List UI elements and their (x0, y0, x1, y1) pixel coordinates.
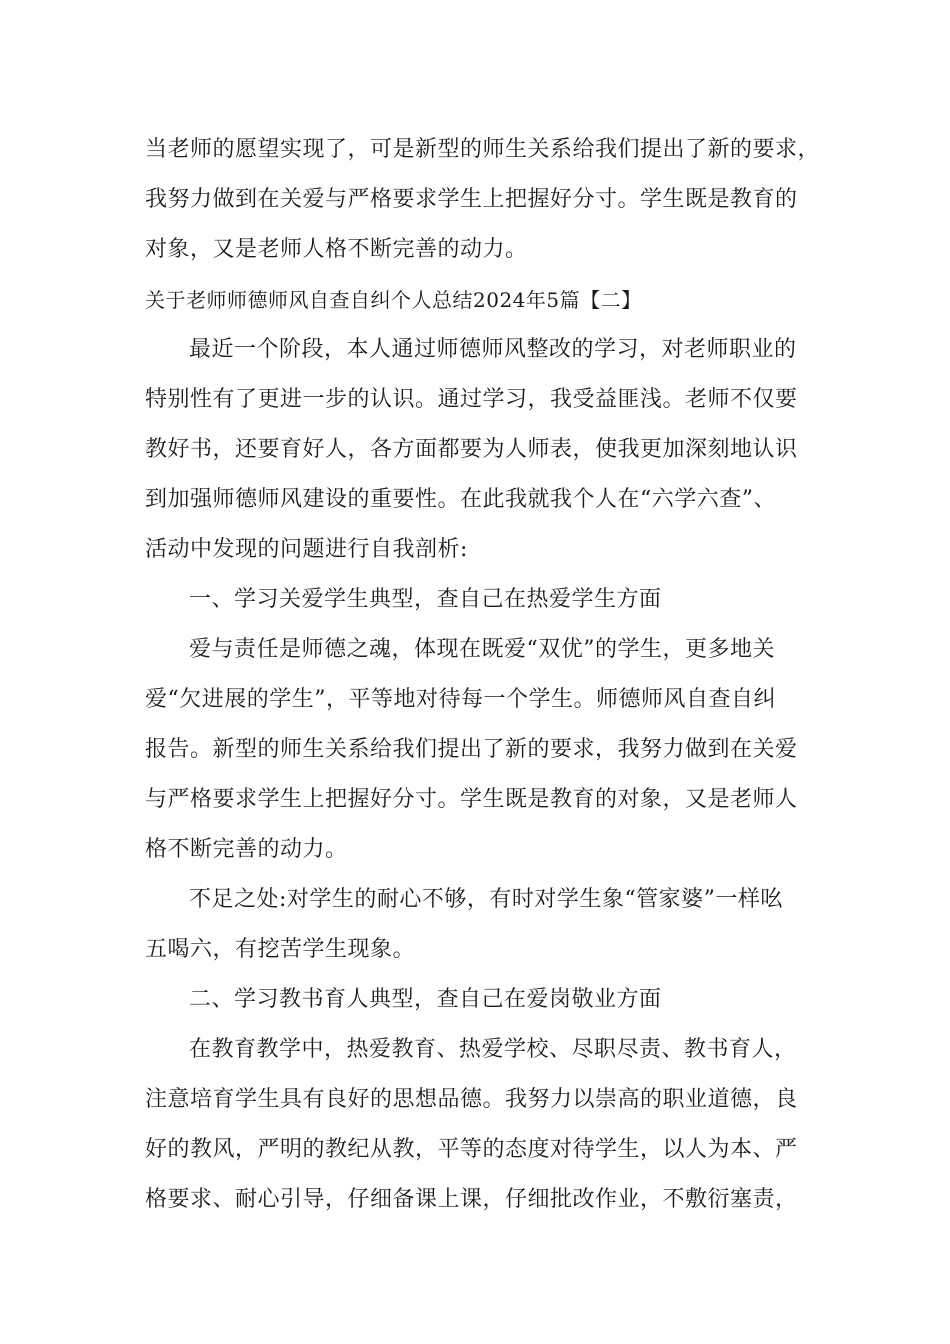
paragraph-line: 活动中发现的问题进行自我剖析: (145, 537, 468, 562)
paragraph-line: 五喝六，有挖苦学生现象。 (145, 937, 416, 962)
paragraph-line: 格不断完善的动力。 (145, 837, 348, 862)
paragraph-line: 到加强师德师风建设的重要性。在此我就我个人在“六学六查”、 (145, 487, 776, 512)
paragraph-line: 教好书，还要育好人，各方面都要为人师表，使我更加深刻地认识 (145, 437, 798, 462)
paragraph-line: 不足之处:对学生的耐心不够，有时对学生象“管家婆”一样吆 (189, 887, 783, 912)
paragraph-line: 与严格要求学生上把握好分寸。学生既是教育的对象，又是老师人 (145, 787, 798, 812)
section-title: 关于老师师德师风自查自纠个人总结2024年5篇【二】 (145, 288, 642, 312)
paragraph-line: 当老师的愿望实现了，可是新型的师生关系给我们提出了新的要求， (145, 137, 821, 162)
subsection-heading: 二、学习教书育人典型，查自己在爱岗敬业方面 (189, 987, 662, 1012)
paragraph-line: 特别性有了更进一步的认识。通过学习，我受益匪浅。老师不仅要 (145, 387, 798, 412)
paragraph-line: 对象，又是老师人格不断完善的动力。 (145, 237, 528, 262)
paragraph-line: 爱“欠进展的学生”，平等地对待每一个学生。师德师风自查自纠 (145, 687, 776, 712)
paragraph-line: 注意培育学生具有良好的思想品德。我努力以崇高的职业道德，良 (145, 1087, 798, 1112)
paragraph-line: 我努力做到在关爱与严格要求学生上把握好分寸。学生既是教育的 (145, 187, 798, 212)
subsection-heading: 一、学习关爱学生典型，查自己在热爱学生方面 (189, 587, 662, 612)
document-body (145, 125, 821, 1225)
paragraph-line: 格要求、耐心引导，仔细备课上课，仔细批改作业，不敷衍塞责， (145, 1187, 798, 1212)
paragraph-line: 爱与责任是师德之魂，体现在既爱“双优”的学生，更多地关 (189, 637, 775, 662)
paragraph-line: 报告。新型的师生关系给我们提出了新的要求，我努力做到在关爱 (145, 737, 798, 762)
paragraph-line: 好的教风，严明的教纪从教，平等的态度对待学生，以人为本、严 (145, 1137, 798, 1162)
paragraph-line: 在教育教学中，热爱教育、热爱学校、尽职尽责、教书育人， (189, 1037, 797, 1062)
paragraph-line: 最近一个阶段，本人通过师德师风整改的学习，对老师职业的 (189, 337, 797, 362)
